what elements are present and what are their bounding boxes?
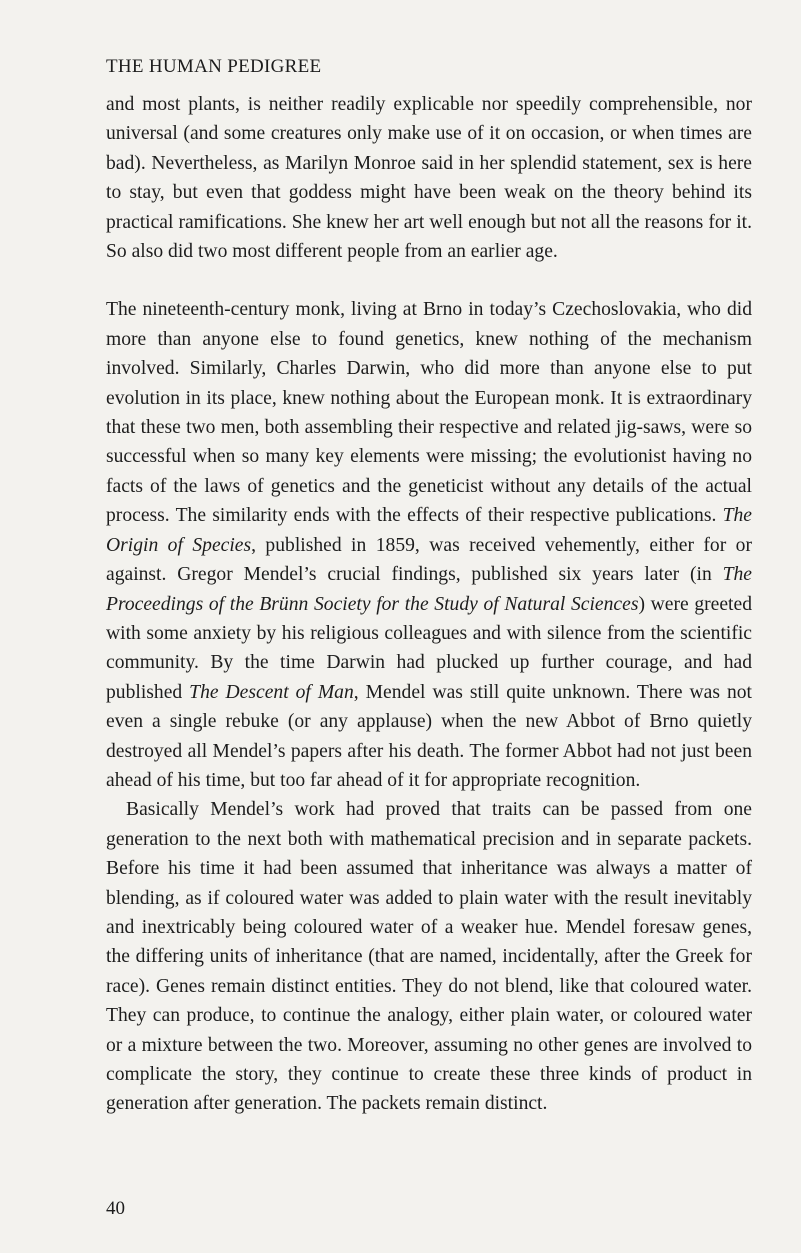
text-run: The nineteenth-century monk, living at Brno in today’s Czechoslovakia, who did more than anyone else to found genetics, knew nothing of the mechanism involved. Similarly, Charles Darwin, who did more than anyone else to put evolution in its place, knew nothing about the European monk. It is extraordinary that these two men, both assembling their respective and related jig-saws, were so successful when so many key elements were missing; the evolutionist having no facts of the laws of genetics and the geneticist without any details of the actual process. The similarity ends with the effects of their respective publications. <box>106 299 752 527</box>
text-run: , Mendel was still quite unknown. There was not even a single rebuke (or any applause) when the new Abbot of Brno quietly destroyed all Mendel’s papers after his death. The former Abbot had not just been ahead of his time, but too far ahead of it for appropriate recognition. <box>106 681 752 791</box>
paragraph-3 <box>106 795 752 1118</box>
running-head: THE HUMAN PEDIGREE <box>106 56 322 77</box>
section-break <box>106 266 752 295</box>
text-run: , published in 1859, was received vehemently, either for or against. Gregor Mendel’s crucial findings, published six years later (in <box>106 534 752 586</box>
book-page <box>106 54 752 1119</box>
paragraph-1 <box>106 90 752 266</box>
text-run: ) were greeted with some anxiety by his religious colleagues and with silence from the scientific community. By the time Darwin had plucked up further courage, and had published <box>106 593 752 703</box>
page-number: 40 <box>106 1198 125 1219</box>
body-text <box>106 90 752 1119</box>
italic-title: The Descent of Man <box>189 681 354 703</box>
paragraph-2 <box>106 295 752 795</box>
italic-title: The Proceedings of the Brünn Society for the Study of Natural Sciences <box>106 564 752 615</box>
text-run: Basically Mendel’s work had proved that traits can be passed from one generation to the next both with mathematical precision and in separate packets. Before his time it had been assumed that inheritance was always a matter of blending, as if coloured water was added to plain water with the result inevitably and inextricably being coloured water of a weaker hue. Mendel foresaw genes, the differing units of inheritance (that are named, incidentally, after the Greek for race). Genes remain distinct entities. They do not blend, like that coloured water. They can produce, to continue the analogy, either plain water, or coloured water or a mixture between the two. Moreover, assuming no other genes are involved to complicate the story, they continue to create these three kinds of product in generation after generation. The packets remain distinct. <box>106 799 752 1115</box>
italic-title: The Origin of Species <box>106 505 752 556</box>
text-run: and most plants, is neither readily explicable nor speedily comprehensible, nor universal (and some creatures only make use of it on occasion, or when times are bad). Nevertheless, as Marilyn Monroe said in her splendid statement, sex is here to stay, but even that goddess might have been weak on the theory behind its practical ramifications. She knew her art well enough but not all the reasons for it. So also did two most different people from an earlier age. <box>106 94 752 263</box>
